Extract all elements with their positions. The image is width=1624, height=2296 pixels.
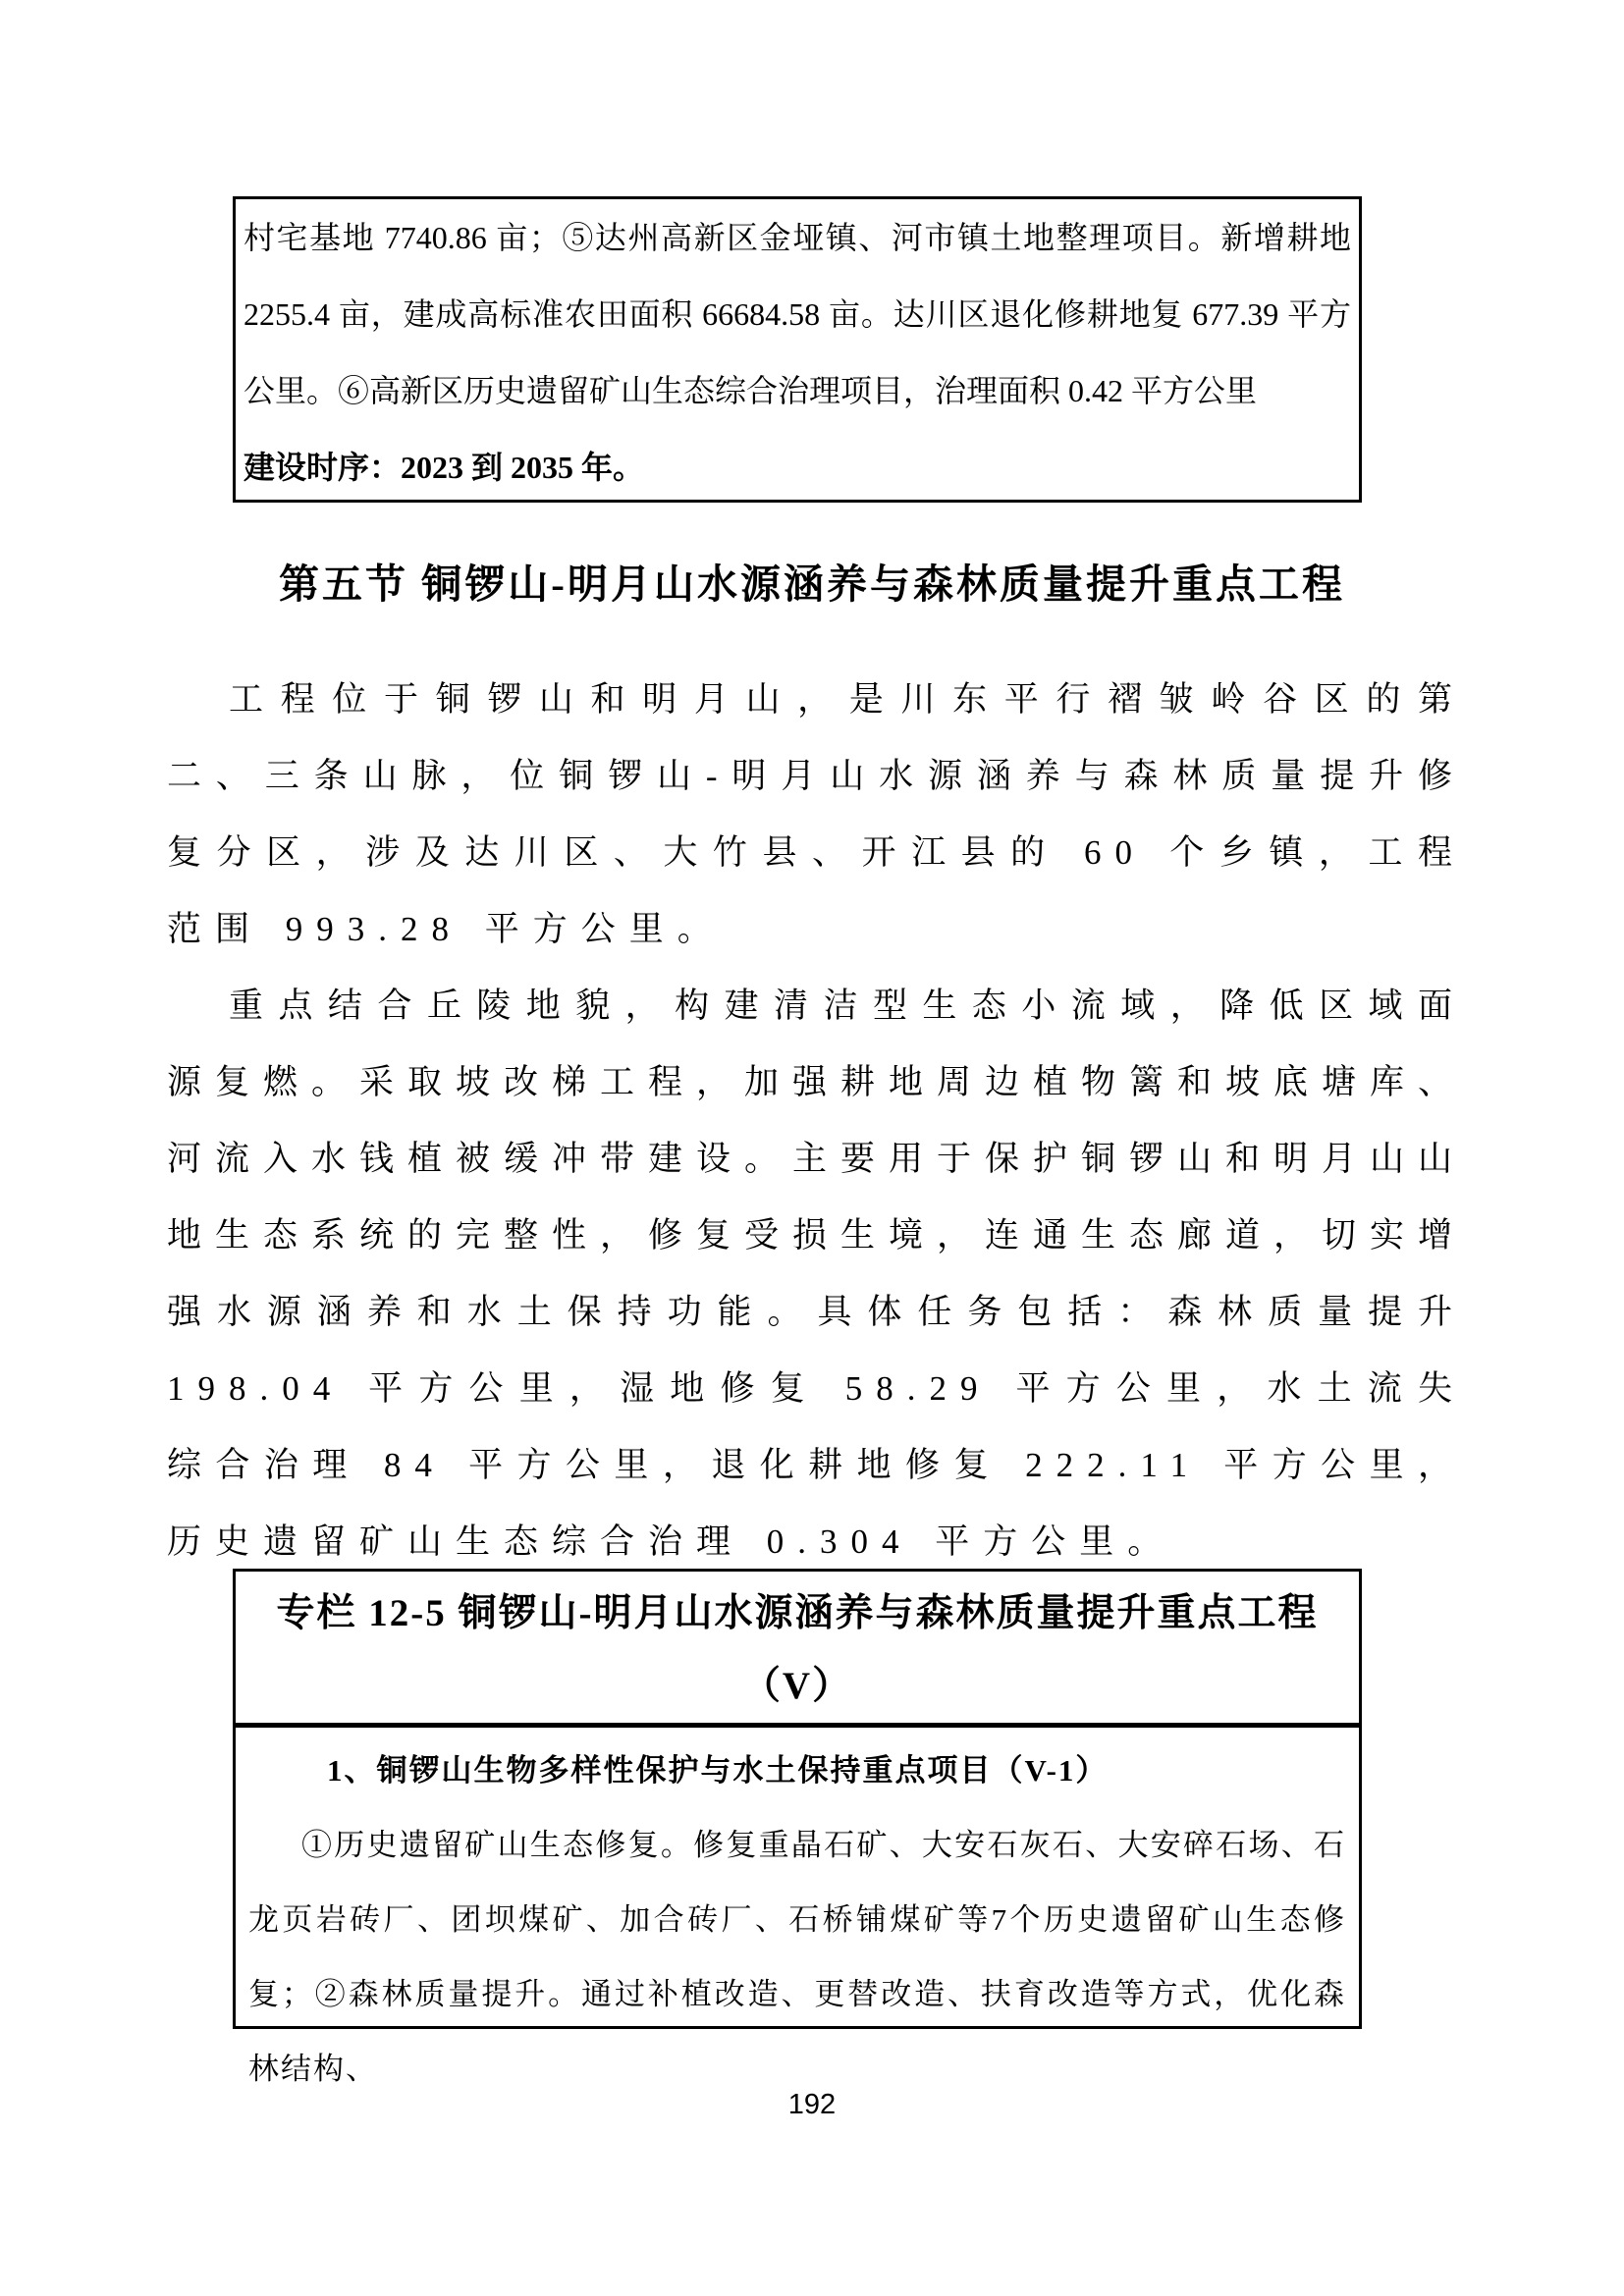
callout-continued-paragraph: [244, 199, 1351, 506]
callout-box-title: [236, 1572, 1359, 1723]
section-body: [167, 662, 1466, 1580]
paragraph-project-tasks: 重点结合丘陵地貌，构建清洁型生态小流域，降低区域面源复燃。采取坡改梯工程，加强耕地周边植物篱和坡底塘库、河流入水钱植被缓冲带建设。主要用于保护铜锣山和明月山山地生态系统的完整性，修复受损生境，连通生态廊道，切实增强水源涵养和水土保持功能。具体任务包括：森林质量提升 198.04 平方公里，湿地修复 58.29 平方公里，水土流失综合治理 84 平方公里，退化耕地修复 222.11 平方公里，历史遗留矿山生态综合治理 0.304 平方公里。: [167, 987, 1467, 1561]
page-number: 192: [787, 2089, 837, 2120]
callout-box-title-line1: 专栏 12-5 铜锣山-明月山水源涵养与森林质量提升重点工程: [276, 1592, 1319, 1634]
continued-callout-box: [233, 196, 1362, 503]
callout-item-1-body: ①历史遗留矿山生态修复。修复重晶石矿、大安石灰石、大安碎石场、石龙页岩砖厂、团坝煤矿、加合砖厂、石桥铺煤矿等7个历史遗留矿山生态修复；②森林质量提升。通过补植改造、更替改造、扶育改造等方式，优化森林结构、: [248, 1828, 1346, 2086]
section-heading: 第五节 铜锣山-明月山水源涵养与森林质量提升重点工程: [279, 561, 1345, 607]
callout-box-title-line2: （V）: [741, 1665, 853, 1707]
callout-continued-text: 村宅基地 7740.86 亩；⑤达州高新区金垭镇、河市镇土地整理项目。新增耕地2255.4 亩，建成高标准农田面积 66684.58 亩。达川区退化修耕地复 677.39 平方公里。⑥高新区历史遗留矿山生态综合治理项目，治理面积 0.42 平方公里: [244, 220, 1351, 408]
paragraph-project-scope: 工程位于铜锣山和明月山，是川东平行褶皱岭谷区的第二、三条山脉，位铜锣山-明月山水源涵养与森林质量提升修复分区，涉及达川区、大竹县、开江县的 60 个乡镇，工程范围 993.28 平方公里。: [167, 680, 1466, 948]
construction-period-line: 建设时序：2023 到 2035 年。: [244, 450, 645, 485]
callout-box-content: [236, 1728, 1359, 2107]
project-callout-box: [233, 1569, 1362, 2086]
callout-item-1-heading: 1、铜锣山生物多样性保护与水土保持重点项目（V-1）: [327, 1753, 1109, 1788]
